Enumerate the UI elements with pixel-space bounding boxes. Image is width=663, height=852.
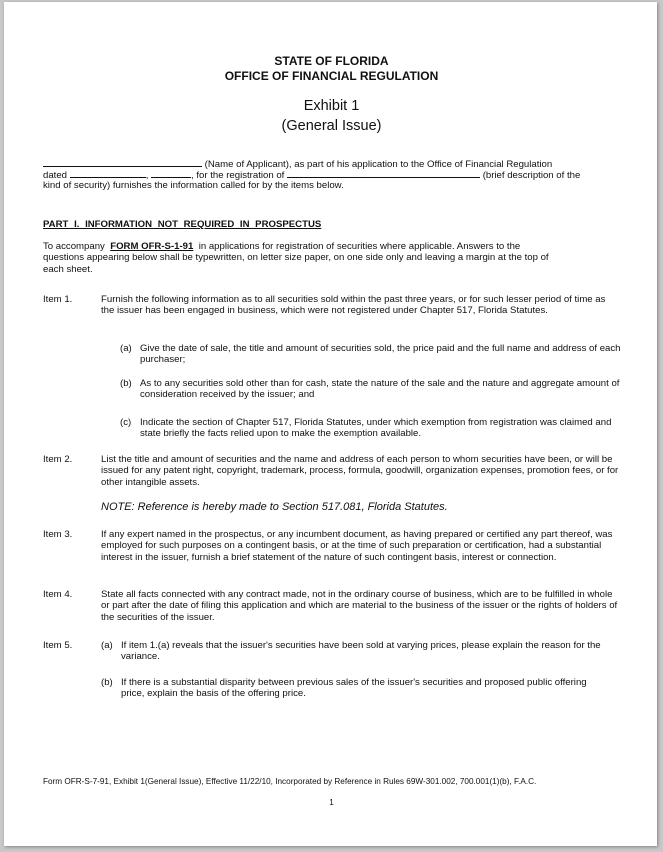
accompany-line-1	[43, 241, 520, 252]
security-description-blank[interactable]	[287, 168, 480, 178]
item-1a-letter: (a)	[120, 343, 132, 354]
for-registration-text: , for the registration of	[191, 170, 285, 181]
item-5a-text: If item 1.(a) reveals that the issuer's securities have been sold at varying prices, please explain the reason for the variance.	[121, 640, 601, 663]
comma: ,	[145, 170, 149, 181]
item-4-label: Item 4.	[43, 589, 73, 600]
intro-line-3: kind of security) furnishes the information called for by the items below.	[43, 180, 344, 191]
item-2-note: NOTE: Reference is hereby made to Section 517.081, Florida Statutes.	[101, 501, 448, 513]
item-1c-text: Indicate the section of Chapter 517, Florida Statutes, under which exemption from registration was claimed and state briefly the facts relied upon to make the exemption available.	[140, 417, 612, 440]
item-1-text: Furnish the following information as to all securities sold within the past three years, or for such lesser period of time as the issuer has been engaged in business, which were not registered under Chapter 517, Florida Statutes.	[101, 294, 606, 317]
part1-title: PART I. INFORMATION NOT REQUIRED IN PROSPECTUS	[43, 219, 322, 230]
exhibit-title: Exhibit 1	[303, 98, 360, 114]
item-5a-letter: (a)	[101, 640, 113, 651]
exhibit-subtitle: (General Issue)	[281, 118, 382, 134]
accompany-line-3: each sheet.	[43, 264, 93, 275]
item-2-text: List the title and amount of securities and the name and address of each person to whom securities have been, or will be issued for any patent right, copyright, trademark, process, formula, goodwill, organization expenses, promotion fees, or for other intangible assets.	[101, 454, 619, 488]
item-5b-text: If there is a substantial disparity between previous sales of the issuer's securities and proposed public offering price, explain the basis of the offering price.	[121, 677, 587, 700]
item-1c-letter: (c)	[120, 417, 132, 428]
date-blank[interactable]	[70, 168, 146, 178]
footer-form-reference: Form OFR-S-7-91, Exhibit 1(General Issue), Effective 11/22/10, Incorporated by Reference in Rules 69W-301.002, 700.001(1)(b), F.A.C.	[43, 777, 537, 786]
state-heading: STATE OF FLORIDA	[274, 54, 389, 68]
item-5-label: Item 5.	[43, 640, 73, 651]
applicant-name-blank[interactable]	[43, 157, 202, 167]
item-2-label: Item 2.	[43, 454, 73, 465]
item-1a-text: Give the date of sale, the title and amount of securities sold, the price paid and the full name and address of each purchaser;	[140, 343, 621, 366]
item-4-text: State all facts connected with any contract made, not in the ordinary course of business, which are to be fulfilled in whole or part after the date of filing this application and which are material to the business of the issuer or the rights of holders of the securities of the issuer.	[101, 589, 618, 623]
year-blank[interactable]	[151, 168, 191, 178]
brief-description-text: (brief description of the	[482, 170, 581, 181]
item-3-text: If any expert named in the prospectus, or any incumbent document, as having prepared or certified any part thereof, was employed for such purposes on a contingent basis, or at the time of such preparation or certification, had a substantial interest in the issuer, furnish a brief statement of the nature of such contingent basis, interest or connection.	[101, 529, 613, 563]
item-3-label: Item 3.	[43, 529, 73, 540]
item-1-label: Item 1.	[43, 294, 73, 305]
accompany-rest: in applications for registration of securities where applicable. Answers to the	[198, 241, 521, 252]
form-ofr-s-1-91-link[interactable]: FORM OFR-S-1-91	[110, 241, 194, 252]
dated-label: dated	[43, 170, 68, 181]
office-heading: OFFICE OF FINANCIAL REGULATION	[224, 69, 439, 83]
item-1b-text: As to any securities sold other than for cash, state the nature of the sale and the nature and aggregate amount of consideration received by the issuer; and	[140, 378, 620, 401]
item-5b-letter: (b)	[101, 677, 113, 688]
accompany-prefix: To accompany	[43, 241, 105, 252]
accompany-line-2: questions appearing below shall be typewritten, on letter size paper, on one side only and leaving a margin at the top of	[43, 252, 549, 263]
item-1b-letter: (b)	[120, 378, 132, 389]
page-number: 1	[329, 798, 334, 807]
intro-line1-text: (Name of Applicant), as part of his application to the Office of Financial Regulation	[204, 159, 553, 170]
